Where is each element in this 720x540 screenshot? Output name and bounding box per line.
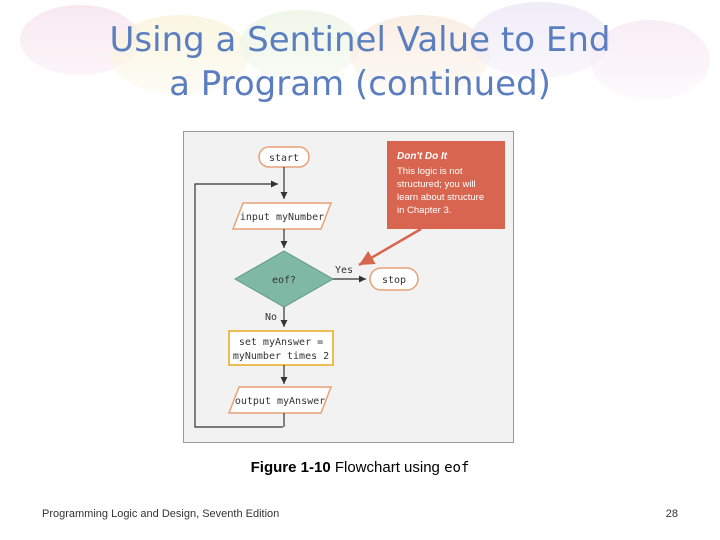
start-label: start bbox=[268, 153, 300, 164]
figure-caption-code: eof bbox=[444, 460, 470, 476]
note-line1: This logic is not bbox=[397, 166, 463, 177]
footer-book-title: Programming Logic and Design, Seventh Edition bbox=[42, 508, 280, 520]
note-line4: in Chapter 3. bbox=[397, 205, 452, 216]
output-label: output myAnswer bbox=[234, 396, 326, 407]
note-pointer-arrow bbox=[359, 229, 421, 265]
slide-title bbox=[60, 18, 660, 106]
note-heading: Don't Do It bbox=[397, 151, 448, 162]
flowchart-diagram bbox=[183, 131, 514, 443]
slide-title-line2: a Program (continued) bbox=[169, 64, 551, 104]
page-number: 28 bbox=[665, 508, 678, 520]
note-line3: learn about structure bbox=[397, 192, 485, 203]
yes-label: Yes bbox=[335, 265, 354, 276]
figure-caption bbox=[0, 459, 720, 476]
process-label-line2: myNumber times 2 bbox=[232, 351, 330, 362]
no-label: No bbox=[265, 312, 278, 323]
slide-title-line1: Using a Sentinel Value to End bbox=[109, 20, 611, 60]
stop-label: stop bbox=[381, 275, 407, 286]
process-label-line1: set myAnswer = bbox=[238, 337, 324, 348]
input-label: input myNumber bbox=[239, 212, 325, 223]
decision-label: eof? bbox=[271, 275, 297, 286]
note-line2: structured; you will bbox=[397, 179, 476, 190]
figure-caption-label: Figure 1-10 bbox=[250, 459, 331, 476]
figure-caption-text: Flowchart using bbox=[334, 459, 440, 476]
